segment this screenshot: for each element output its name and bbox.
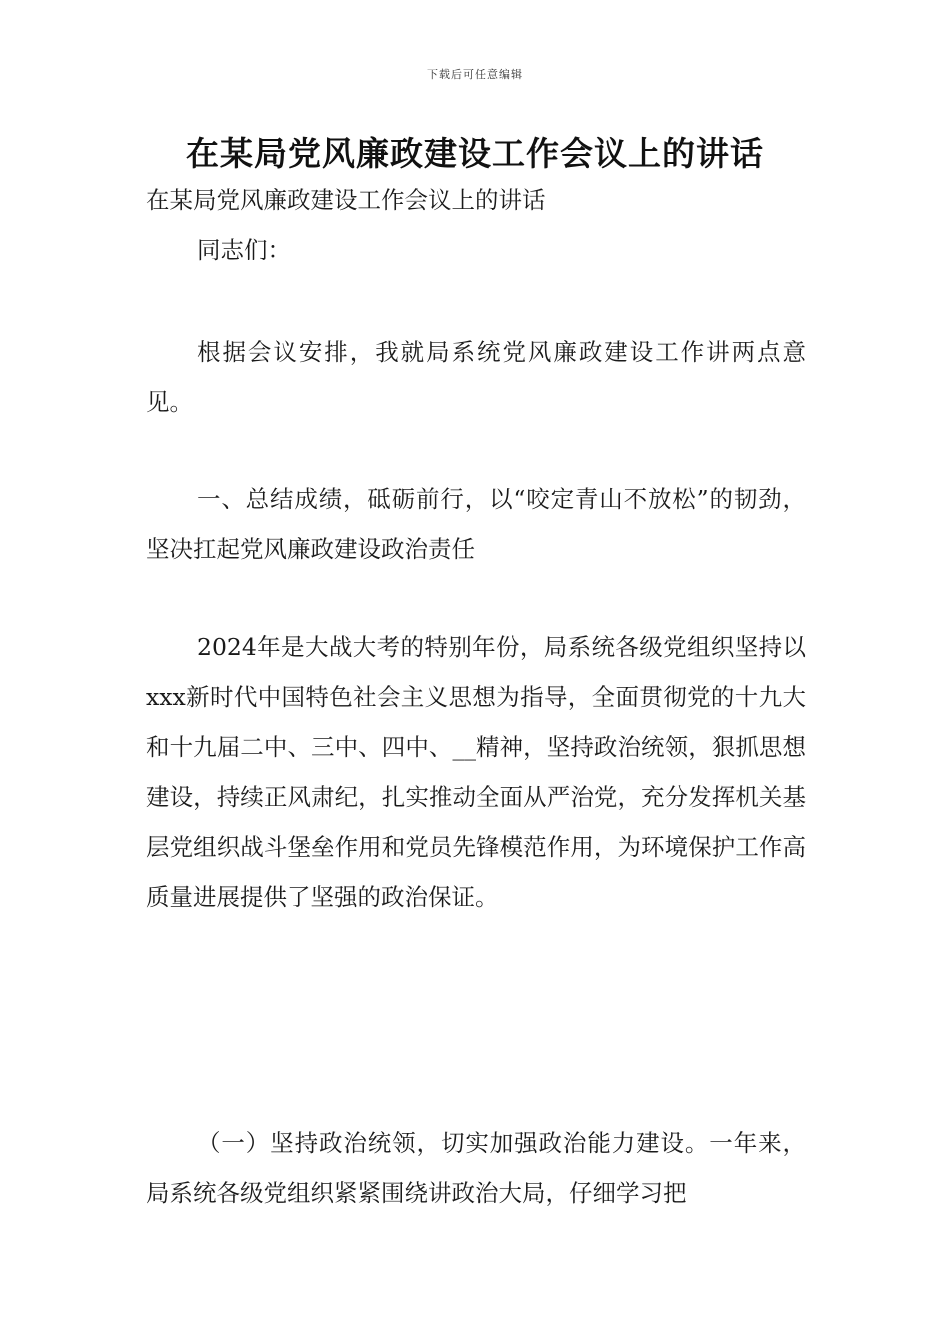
paragraph-subsection-1: （一）坚持政治统领，切实加强政治能力建设。一年来，局系统各级党组织紧紧围绕讲政治大局，仔细学习把 bbox=[146, 1129, 806, 1207]
salutation: 同志们： bbox=[197, 236, 291, 264]
paragraph-intro: 根据会议安排，我就局系统党风廉政建设工作讲两点意见。 bbox=[146, 338, 806, 416]
header-note: 下载后可任意编辑 bbox=[427, 68, 523, 81]
document-title: 在某局党风廉政建设工作会议上的讲话 bbox=[186, 134, 764, 173]
document-subtitle: 在某局党风廉政建设工作会议上的讲话 bbox=[146, 186, 546, 214]
section-heading-1: 一、总结成绩，砥砺前行，以“咬定青山不放松”的韧劲，坚决扛起党风廉政建设政治责任 bbox=[146, 485, 806, 563]
paragraph-summary: 2024年是大战大考的特别年份，局系统各级党组织坚持以xxx新时代中国特色社会主义思想为指导，全面贯彻党的十九大和十九届二中、三中、四中、__精神，坚持政治统领，狠抓思想建设，持续正风肃纪，扎实推动全面从严治党，充分发挥机关基层党组织战斗堡垒作用和党员先锋模范作用，为环境保护工作高质量进展提供了坚强的政治保证。 bbox=[146, 633, 806, 911]
